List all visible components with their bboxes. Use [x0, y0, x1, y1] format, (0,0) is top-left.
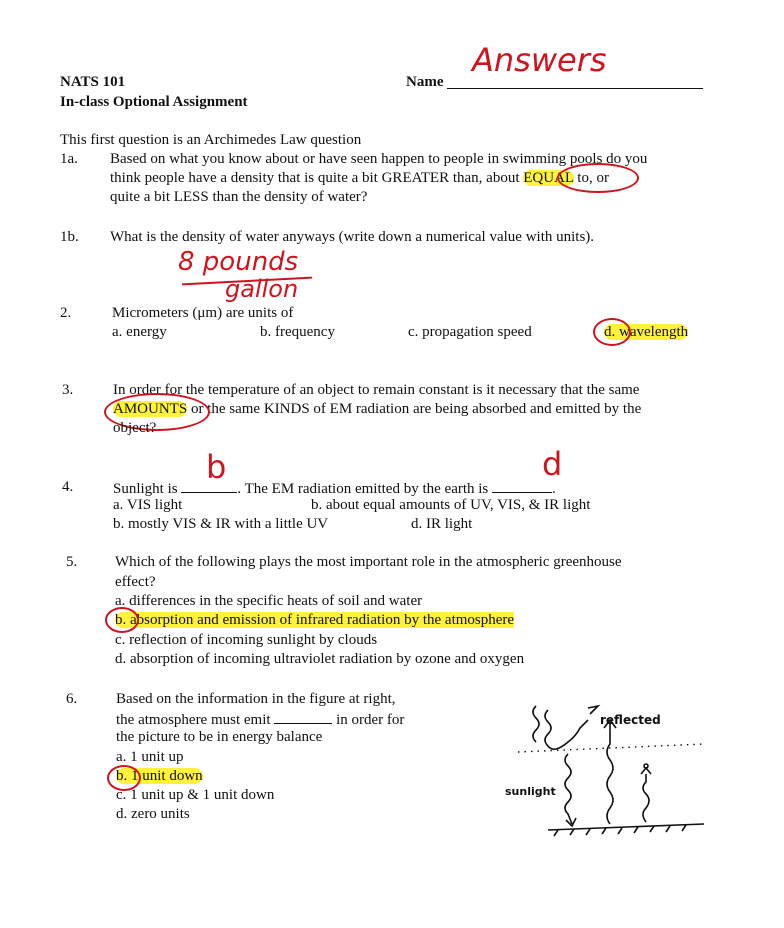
surface-ir-arrow [607, 722, 613, 824]
q1a-answer-circle [557, 163, 639, 193]
q6-blank [274, 709, 332, 724]
q5-option-d: d. absorption of incoming ultraviolet radiation by ozone and oxygen [115, 651, 525, 667]
q5-number: 5. [66, 554, 78, 570]
ground-ir-arrow [643, 774, 649, 822]
q4-text-start: Sunlight is [113, 481, 178, 497]
q1a-number: 1a. [60, 151, 78, 167]
q2-option-a: a. energy [112, 324, 167, 340]
name-answer: Answers [472, 41, 607, 79]
q2-option-d-text: d. wavelength [604, 324, 689, 340]
atmosphere-boundary [518, 744, 704, 752]
q3-line1: In order for the temperature of an object to remain constant is it necessary that the same [113, 382, 640, 398]
sunlight-arrow [565, 754, 572, 824]
reflected-label: reflected [600, 713, 661, 727]
q4-option-a: a. VIS light [113, 497, 183, 513]
q1b-text: What is the density of water anyways (write down a numerical value with units). [110, 229, 595, 245]
q1a-line3: quite a bit LESS than the density of water? [110, 189, 368, 205]
q6-option-d: d. zero units [116, 806, 190, 822]
reflected-incoming-wave [533, 706, 539, 742]
ground-ir-dot [644, 764, 648, 768]
q4-option-b: b. about equal amounts of UV, VIS, & IR light [311, 497, 591, 513]
q1a-line2 [110, 169, 609, 187]
name-line [447, 88, 703, 89]
q5-option-b [115, 611, 514, 629]
sunlight-label: sunlight [505, 785, 556, 798]
intro-text: This first question is an Archimedes Law question [60, 132, 362, 148]
q4-answer-1: b [206, 448, 227, 486]
q5-line1: Which of the following plays the most important role in the atmospheric greenhouse [115, 554, 622, 570]
q3-amounts-answer: AMOUNTS [113, 401, 188, 417]
course-title: NATS 101 [60, 74, 126, 90]
q2-number: 2. [60, 305, 72, 321]
q6-number: 6. [66, 691, 78, 707]
q1a-equal-answer: EQUAL [523, 170, 574, 186]
q1a-line2-end: to, or [577, 170, 609, 186]
assignment-title: In-class Optional Assignment [60, 94, 248, 110]
q4-text [113, 478, 556, 498]
q6-option-a: a. 1 unit up [116, 749, 184, 765]
reflected-arrow [545, 710, 588, 749]
q2-option-c: c. propagation speed [408, 324, 532, 340]
q5-line2: effect? [115, 574, 156, 590]
q6-line1: Based on the information in the figure at right, [116, 691, 396, 707]
energy-balance-figure [500, 700, 720, 840]
q4-number: 4. [62, 479, 74, 495]
q3-number: 3. [62, 382, 74, 398]
q1b-answer-denominator: gallon [225, 275, 299, 303]
q3-line3: object? [113, 420, 157, 436]
q6-line3: the picture to be in energy balance [116, 729, 323, 745]
q1b-number: 1b. [60, 229, 79, 245]
q5-option-c: c. reflection of incoming sunlight by clouds [115, 632, 378, 648]
q4-text-end: . [552, 481, 556, 497]
q6-line2-end: in order for [336, 712, 405, 728]
q2-answer-circle [593, 318, 631, 346]
q1a-line1: Based on what you know about or have seen happen to people in swimming pools do you [110, 151, 648, 167]
q5-answer-circle [105, 607, 139, 633]
q2-text: Micrometers (μm) are units of [112, 305, 294, 321]
q3-line2-rest: or the same KINDS of EM radiation are being absorbed and emitted by the [190, 401, 642, 417]
q4-text-mid: . The EM radiation emitted by the earth is [237, 481, 489, 497]
q4-answer-2: d [542, 445, 563, 483]
q1b-answer-numerator: 8 pounds [178, 247, 299, 277]
q6-option-c: c. 1 unit up & 1 unit down [116, 787, 275, 803]
q6-option-b-text: b. 1 unit down [116, 768, 203, 784]
ground-ir-arrowhead [641, 768, 651, 774]
q6-line2 [116, 709, 404, 729]
reflected-arrowhead [588, 706, 598, 714]
q2-option-b: b. frequency [260, 324, 335, 340]
q4-option-d: d. IR light [411, 516, 473, 532]
q5-option-a: a. differences in the specific heats of soil and water [115, 593, 423, 609]
q1a-line2-start: think people have a density that is quite a bit GREATER than, about [110, 170, 520, 186]
q5-option-b-text: b. absorption and emission of infrared radiation by the atmosphere [115, 612, 515, 628]
q4-option-c: b. mostly VIS & IR with a little UV [113, 516, 329, 532]
name-label: Name [406, 74, 444, 90]
q6-line2-start: the atmosphere must emit [116, 712, 271, 728]
